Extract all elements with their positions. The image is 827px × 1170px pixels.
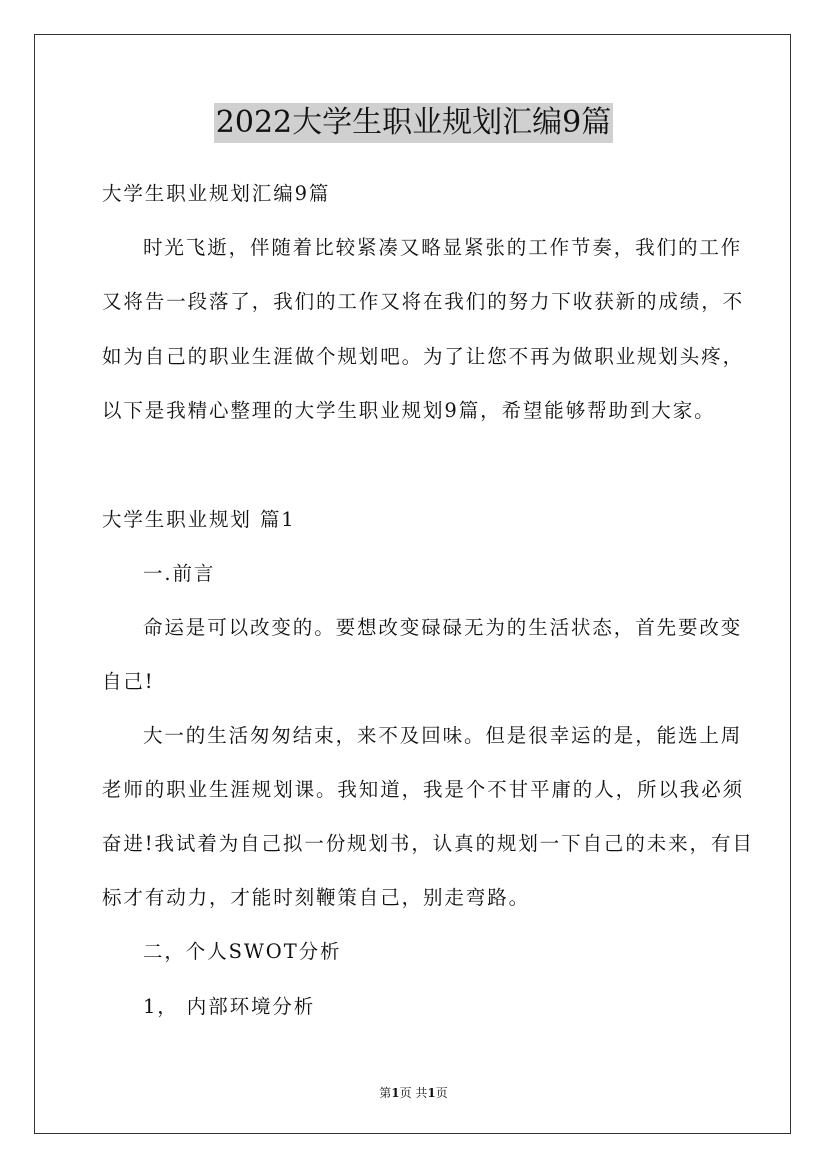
para2-line-3: 奋进!我试着为自己拟一份规划书，认真的规划一下自己的未来，有目 bbox=[102, 832, 754, 855]
footer-page-number: 1 bbox=[391, 1086, 400, 1100]
intro-line-3: 如为自己的职业生涯做个规划吧。为了让您不再为做职业规划头疼， bbox=[102, 345, 745, 368]
intro-line-1: 时光飞逝，伴随着比较紧凑又略显紧张的工作节奏，我们的工作 bbox=[143, 236, 743, 259]
para1-line-1: 命运是可以改变的。要想改变碌碌无为的生活状态，首先要改变 bbox=[143, 616, 743, 639]
footer-total-pages: 1 bbox=[427, 1086, 436, 1100]
footer-page-prefix: 第 bbox=[379, 1086, 392, 1100]
para2-line-1: 大一的生活匆匆结束，来不及回味。但是很幸运的是，能选上周 bbox=[143, 724, 743, 747]
footer-page-suffix: 页 共 bbox=[399, 1086, 428, 1100]
preface-heading: 一.前言 bbox=[143, 562, 216, 585]
intro-line-4: 以下是我精心整理的大学生职业规划9篇，希望能够帮助到大家。 bbox=[102, 399, 716, 422]
document-title: 2022大学生职业规划汇编9篇 bbox=[214, 103, 613, 143]
document-subtitle: 大学生职业规划汇编9篇 bbox=[102, 182, 331, 205]
internal-env-heading: 1， 内部环境分析 bbox=[143, 995, 316, 1018]
footer-total-suffix: 页 bbox=[435, 1086, 448, 1100]
para2-line-2: 老师的职业生涯规划课。我知道，我是个不甘平庸的人，所以我必须 bbox=[102, 778, 745, 801]
para1-line-2: 自己! bbox=[102, 670, 155, 693]
title-container bbox=[0, 103, 827, 143]
page-footer bbox=[0, 1085, 827, 1101]
swot-heading: 二，个人SWOT分析 bbox=[143, 940, 342, 963]
intro-line-2: 又将告一段落了，我们的工作又将在我们的努力下收获新的成绩，不 bbox=[102, 290, 745, 313]
section-heading: 大学生职业规划 篇1 bbox=[102, 508, 296, 531]
para2-line-4: 标才有动力，才能时刻鞭策自己，别走弯路。 bbox=[102, 886, 531, 909]
